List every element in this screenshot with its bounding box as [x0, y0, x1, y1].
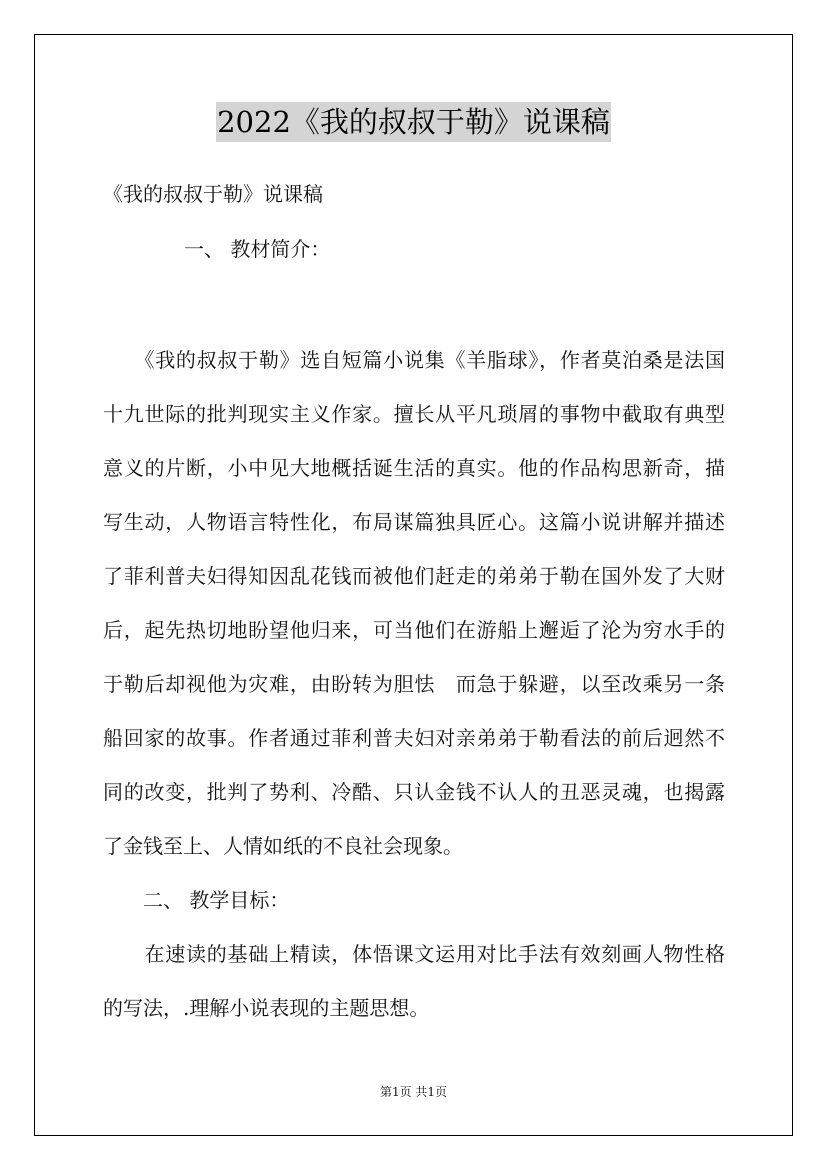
section-heading-goals: 二、 教学目标：	[103, 888, 290, 912]
paragraph-line: 后，起先热切地盼望他归来，可当他们在游船上邂逅了沦为穷水手的	[103, 618, 725, 642]
paragraph-line: 的写法，.理解小说表现的主题思想。	[103, 996, 430, 1020]
paragraph-line: 十九世际的批判现实主义作家。擅长从平凡琐屑的事物中截取有典型	[103, 402, 725, 426]
page-number: 第1页 共1页	[379, 1085, 448, 1099]
title-container	[0, 102, 827, 142]
paragraph-line: 于勒后却视他为灾难，由盼转为胆怯 而急于躲避，以至改乘另一条	[103, 672, 725, 696]
paragraph-line: 了菲利普夫妇得知因乱花钱而被他们赶走的弟弟于勒在国外发了大财	[103, 564, 725, 588]
paragraph-line: 《我的叔叔于勒》选自短篇小说集《羊脂球》，作者莫泊桑是法国	[103, 348, 725, 372]
document-title: 2022《我的叔叔于勒》说课稿	[216, 102, 611, 142]
paragraph-line: 船回家的故事。作者通过菲利普夫妇对亲弟弟于勒看法的前后迥然不	[103, 726, 725, 750]
paragraph-line: 了金钱至上、人情如纸的不良社会现象。	[103, 834, 463, 858]
paragraph-line: 写生动，人物语言特性化，布局谋篇独具匠心。这篇小说讲解并描述	[103, 510, 725, 534]
paragraph-line: 意义的片断，小中见大地概括诞生活的真实。他的作品构思新奇，描	[103, 456, 725, 480]
section-heading-intro: 一、 教材简介：	[184, 237, 331, 261]
paragraph-line: 在速读的基础上精读，体悟课文运用对比手法有效刻画人物性格	[103, 942, 725, 966]
paragraph-line: 同的改变，批判了势利、冷酷、只认金钱不认人的丑恶灵魂，也揭露	[103, 780, 725, 804]
document-subtitle: 《我的叔叔于勒》说课稿	[103, 182, 323, 206]
